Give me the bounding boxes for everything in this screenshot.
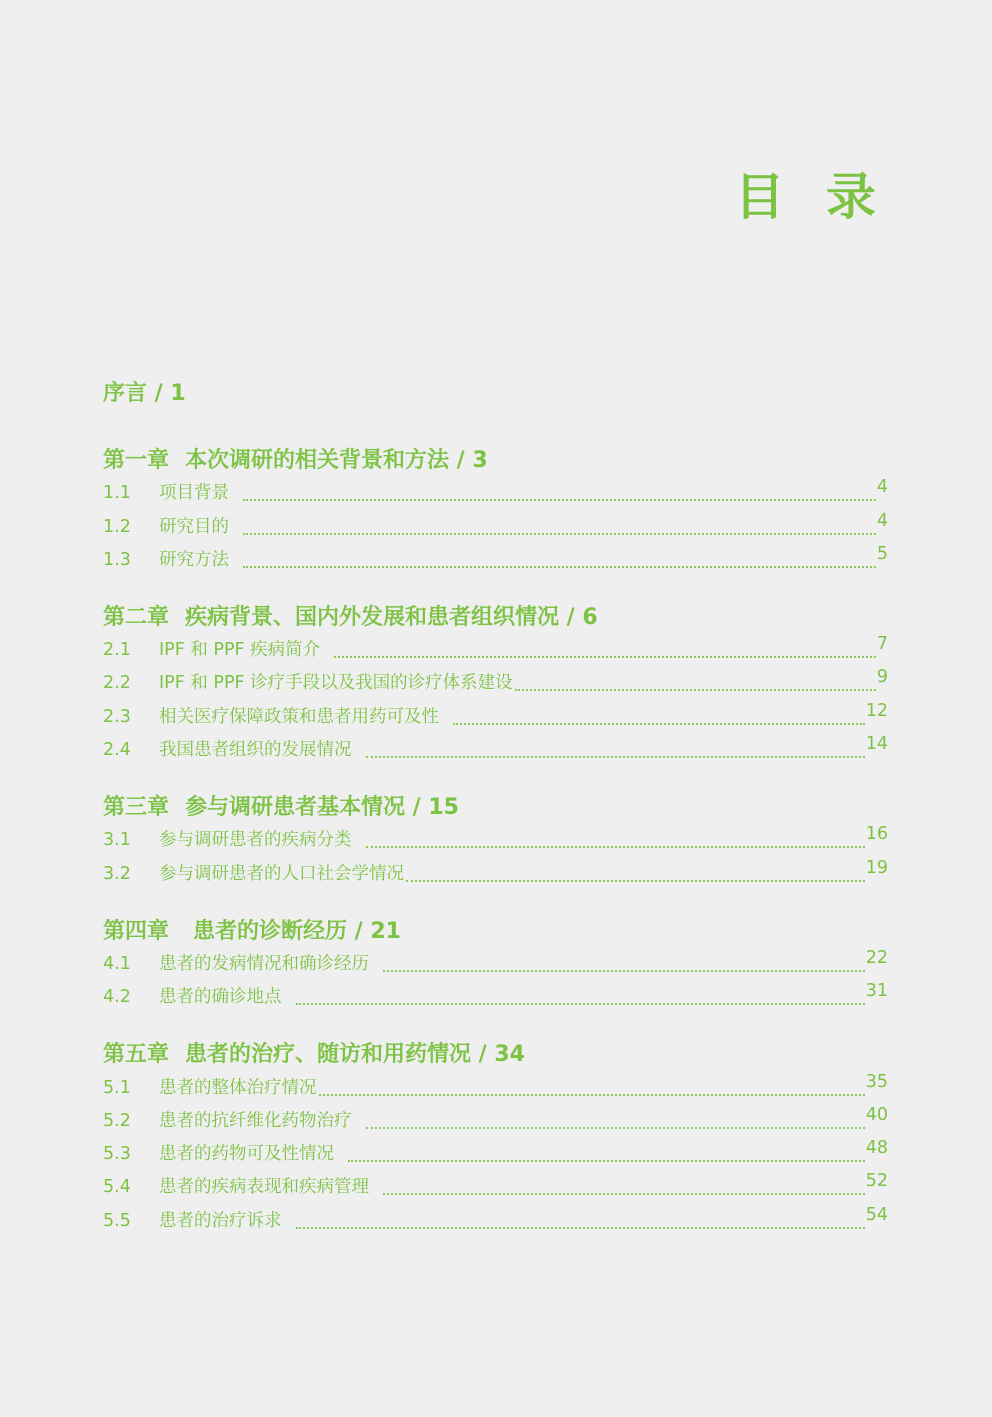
chapter-name: 参与调研患者基本情况 / 15 (185, 795, 459, 821)
page-number: 19 (865, 857, 888, 878)
page-number: 9 (876, 667, 888, 688)
section-number: 2.3 (103, 706, 131, 727)
section-number: 1.1 (103, 483, 131, 504)
section-number: 2.4 (103, 740, 131, 761)
section-title: IPF 和 PPF 诊疗手段以及我国的诊疗体系建设 (159, 673, 513, 694)
chapter-number: 第二章 (103, 604, 170, 630)
toc-entry[interactable] (103, 981, 888, 1014)
chapter-name: 患者的治疗、随访和用药情况 / 34 (185, 1042, 525, 1068)
toc-preface[interactable]: 序言 / 1 (103, 381, 186, 406)
page-number: 48 (865, 1138, 888, 1159)
section-title: 参与调研患者的人口社会学情况 (159, 863, 404, 884)
dot-leader (366, 1127, 865, 1129)
section-title: 患者的确诊地点 (159, 987, 282, 1008)
section-title: 我国患者组织的发展情况 (159, 740, 352, 761)
dot-leader (383, 1193, 865, 1195)
chapter-name: 疾病背景、国内外发展和患者组织情况 / 6 (185, 604, 598, 630)
page-number: 16 (865, 824, 888, 845)
section-number: 1.3 (103, 549, 131, 570)
section-number: 2.2 (103, 673, 131, 694)
section-title: 患者的药物可及性情况 (159, 1144, 334, 1165)
page-number: 35 (865, 1071, 888, 1092)
chapter-number: 第四章 (103, 918, 170, 944)
section-title: 研究目的 (159, 516, 229, 537)
table-of-contents (103, 378, 888, 1263)
dot-leader (406, 880, 865, 882)
chapter-number: 第五章 (103, 1042, 170, 1068)
toc-chapter-4 (103, 916, 888, 1015)
page-number: 54 (865, 1204, 888, 1225)
page-number: 5 (876, 543, 888, 564)
toc-chapter-3 (103, 792, 888, 891)
chapter-name: 患者的诊断经历 / 21 (193, 918, 401, 944)
dot-leader (348, 1160, 865, 1162)
page-number: 52 (865, 1171, 888, 1192)
toc-chapter-5 (103, 1039, 888, 1237)
toc-entry[interactable] (103, 734, 888, 767)
page-title: 目 录 (734, 168, 888, 226)
section-title: 患者的发病情况和确诊经历 (159, 953, 369, 974)
chapter-title[interactable] (103, 445, 888, 477)
toc-entry[interactable] (103, 1105, 888, 1138)
toc-chapter-2 (103, 602, 888, 767)
page-number: 7 (876, 634, 888, 655)
section-title: 研究方法 (159, 549, 229, 570)
dot-leader (453, 723, 865, 725)
dot-leader (296, 1227, 865, 1229)
toc-entry[interactable] (103, 700, 888, 733)
section-number: 2.1 (103, 640, 131, 661)
section-title: 参与调研患者的疾病分类 (159, 830, 352, 851)
section-title: 相关医疗保障政策和患者用药可及性 (159, 706, 439, 727)
page-number: 12 (865, 700, 888, 721)
toc-entry[interactable] (103, 1138, 888, 1171)
toc-entry[interactable] (103, 824, 888, 857)
chapter-title[interactable] (103, 1039, 888, 1071)
chapter-title[interactable] (103, 602, 888, 634)
chapter-title[interactable] (103, 916, 888, 948)
dot-leader (366, 756, 865, 758)
section-title: 项目背景 (159, 483, 229, 504)
toc-entry[interactable] (103, 1171, 888, 1204)
section-number: 5.1 (103, 1077, 131, 1098)
dot-leader (243, 499, 876, 501)
page-number: 4 (876, 477, 888, 498)
section-number: 4.1 (103, 953, 131, 974)
chapter-number: 第三章 (103, 795, 170, 821)
section-title: 患者的疾病表现和疾病管理 (159, 1177, 369, 1198)
toc-chapter-1 (103, 445, 888, 577)
toc-entry[interactable] (103, 1071, 888, 1104)
section-number: 3.1 (103, 830, 131, 851)
toc-entry[interactable] (103, 477, 888, 510)
chapter-number: 第一章 (103, 448, 170, 473)
dot-leader (243, 533, 876, 535)
dot-leader (366, 846, 865, 848)
section-number: 5.4 (103, 1177, 131, 1198)
section-title: IPF 和 PPF 疾病简介 (159, 640, 321, 661)
toc-entry[interactable] (103, 634, 888, 667)
section-number: 5.2 (103, 1110, 131, 1131)
toc-entry[interactable] (103, 948, 888, 981)
page-number: 31 (865, 981, 888, 1002)
dot-leader (383, 970, 865, 972)
section-number: 3.2 (103, 863, 131, 884)
toc-entry[interactable] (103, 857, 888, 890)
dot-leader (243, 566, 876, 568)
toc-entry[interactable] (103, 510, 888, 543)
section-number: 4.2 (103, 987, 131, 1008)
section-title: 患者的抗纤维化药物治疗 (159, 1110, 352, 1131)
section-number: 5.5 (103, 1210, 131, 1231)
section-title: 患者的治疗诉求 (159, 1210, 282, 1231)
page-number: 22 (865, 947, 888, 968)
page-number: 4 (876, 510, 888, 531)
section-title: 患者的整体治疗情况 (159, 1077, 317, 1098)
section-number: 5.3 (103, 1144, 131, 1165)
dot-leader (515, 689, 876, 691)
dot-leader (296, 1003, 865, 1005)
dot-leader (334, 656, 876, 658)
chapter-name: 本次调研的相关背景和方法 / 3 (185, 448, 488, 473)
toc-entry[interactable] (103, 1204, 888, 1237)
toc-entry[interactable] (103, 667, 888, 700)
toc-entry[interactable] (103, 544, 888, 577)
section-number: 1.2 (103, 516, 131, 537)
dot-leader (319, 1094, 865, 1096)
page-number: 40 (865, 1104, 888, 1125)
chapter-title[interactable] (103, 792, 888, 824)
page-number: 14 (865, 734, 888, 755)
